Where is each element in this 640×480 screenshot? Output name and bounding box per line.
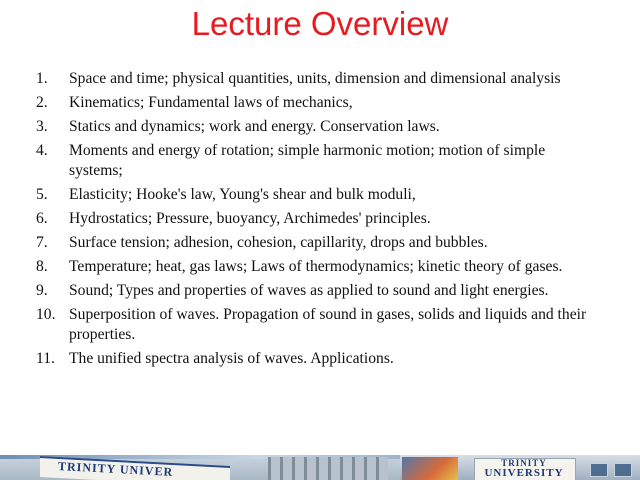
list-item — [36, 93, 596, 113]
item-number: 3. — [36, 118, 48, 135]
list-item — [36, 117, 596, 137]
item-number: 6. — [36, 210, 48, 227]
item-text: Superposition of waves. Propagation of sound in gases, solids and liquids and their properties. — [69, 306, 587, 343]
item-text: Hydrostatics; Pressure, buoyancy, Archimedes' principles. — [69, 210, 431, 227]
item-text: Kinematics; Fundamental laws of mechanics, — [69, 94, 353, 111]
item-number: 10. — [36, 306, 56, 323]
list-item — [36, 233, 596, 253]
item-text: Temperature; heat, gas laws; Laws of thermodynamics; kinetic theory of gases. — [69, 258, 563, 275]
lecture-topic-list — [36, 69, 596, 373]
item-number: 5. — [36, 186, 48, 203]
list-item — [36, 69, 596, 89]
item-text: Statics and dynamics; work and energy. Conservation laws. — [69, 118, 440, 135]
building-window — [614, 463, 632, 477]
list-item — [36, 209, 596, 229]
list-item — [36, 349, 596, 369]
item-text: The unified spectra analysis of waves. Applications. — [69, 350, 394, 367]
item-text: Sound; Types and properties of waves as applied to sound and light energies. — [69, 282, 549, 299]
item-text: Elasticity; Hooke's law, Young's shear and bulk moduli, — [69, 186, 416, 203]
university-sign-right-line1: TRINITY — [501, 458, 547, 468]
university-sign-right-line2: UNIVERSITY — [484, 467, 564, 479]
item-text: Space and time; physical quantities, units, dimension and dimensional analysis — [69, 70, 561, 87]
item-number: 4. — [36, 142, 48, 159]
item-number: 9. — [36, 282, 48, 299]
fence-posts — [268, 457, 388, 480]
list-item — [36, 281, 596, 301]
item-number: 7. — [36, 234, 48, 251]
building-window — [590, 463, 608, 477]
slide-title: Lecture Overview — [191, 5, 449, 42]
item-text: Surface tension; adhesion, cohesion, capillarity, drops and bubbles. — [69, 234, 488, 251]
item-number: 2. — [36, 94, 48, 111]
university-sign-left-text: TRINITY UNIVER — [57, 458, 174, 480]
list-item — [36, 185, 596, 205]
list-item — [36, 305, 596, 345]
campus-photo-banner — [0, 455, 640, 480]
list-item — [36, 141, 596, 181]
item-number: 1. — [36, 70, 48, 87]
list-item — [36, 257, 596, 277]
item-number: 11. — [36, 350, 55, 367]
item-text: Moments and energy of rotation; simple harmonic motion; motion of simple systems; — [69, 142, 546, 179]
item-number: 8. — [36, 258, 48, 275]
mural-graphic — [402, 457, 458, 480]
